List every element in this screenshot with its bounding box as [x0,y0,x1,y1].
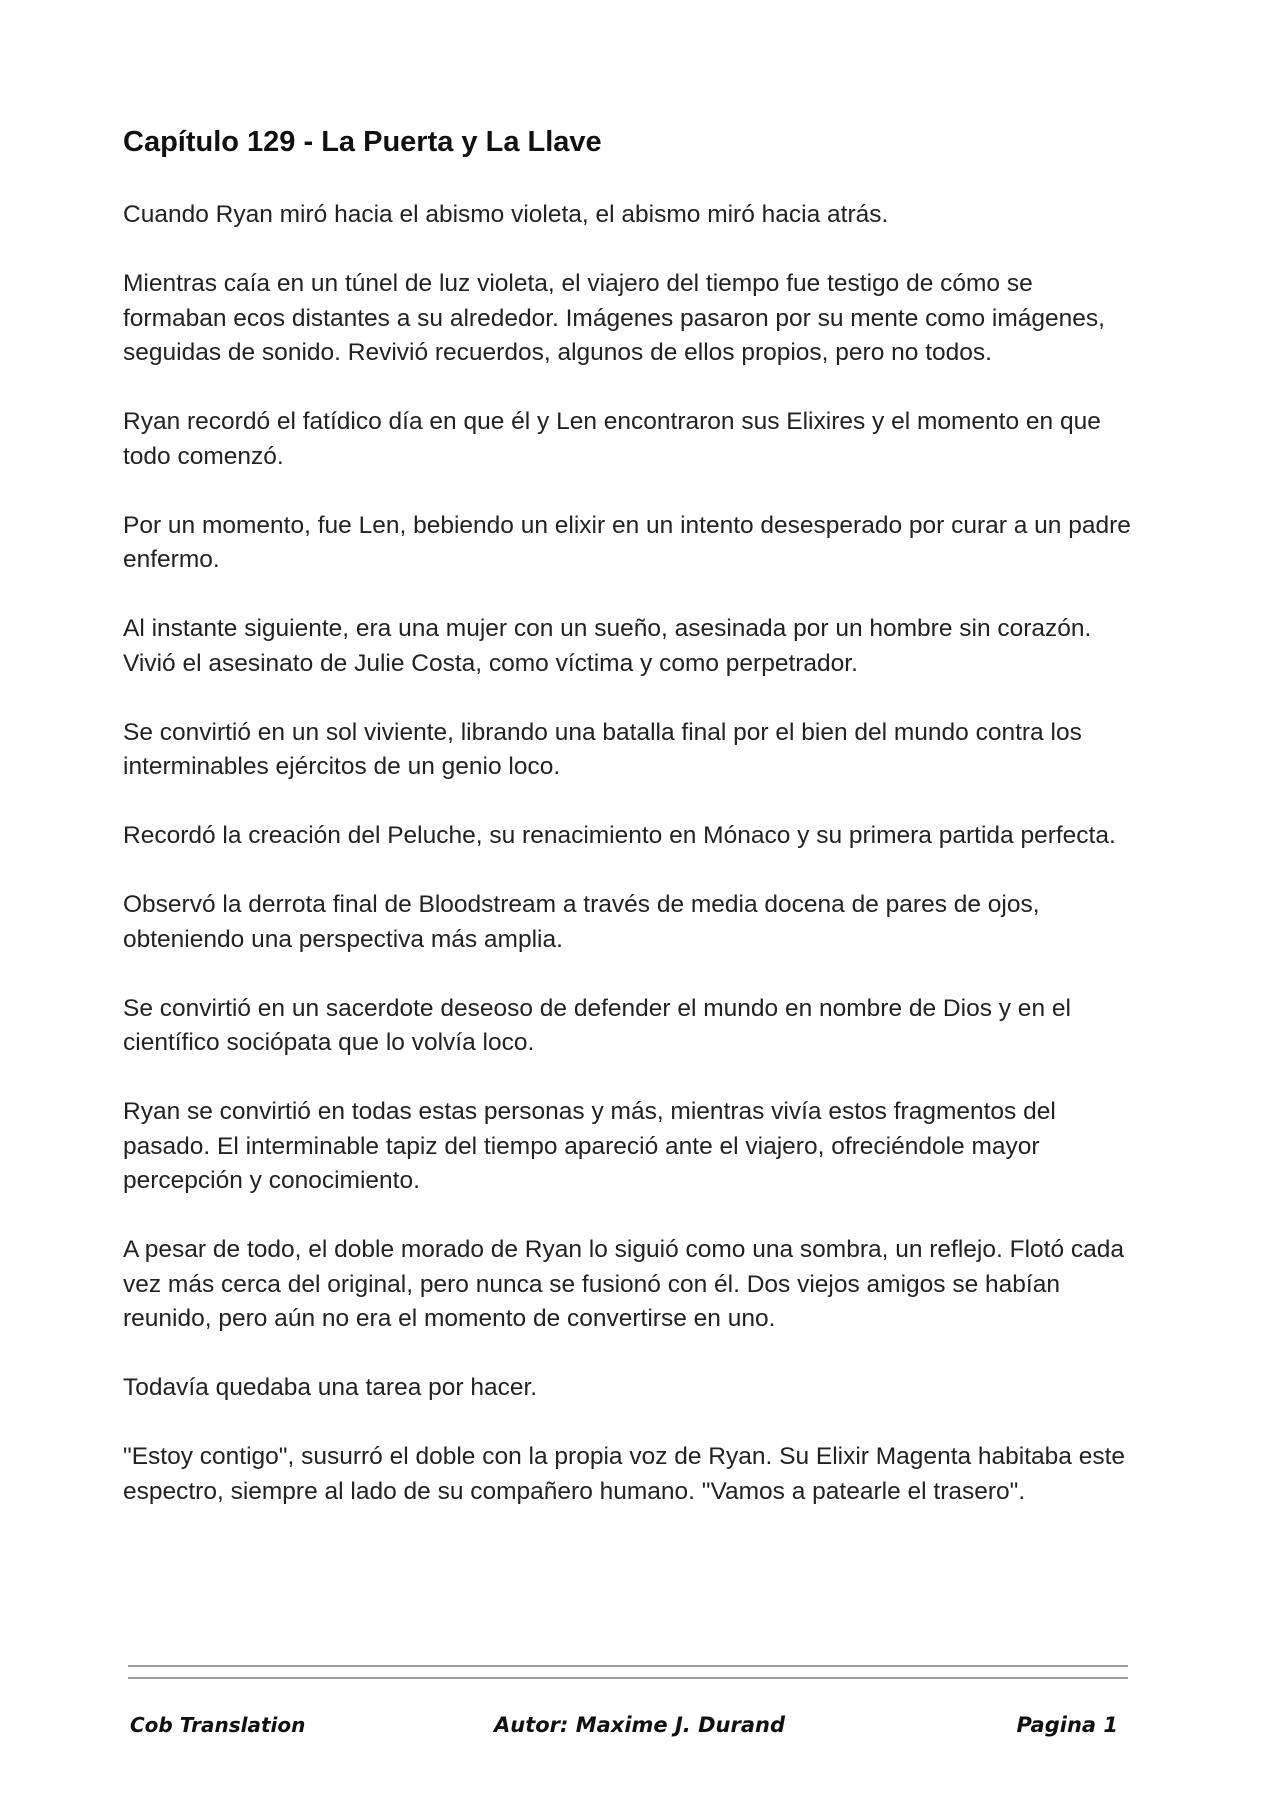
paragraph: "Estoy contigo", susurró el doble con la propia voz de Ryan. Su Elixir Magenta habitaba este espectro, siempre al lado de su compañero humano. "Vamos a patearle el trasero". [123,1443,1126,1505]
footer-divider [128,1677,1128,1679]
chapter-title: Capítulo 129 - La Puerta y La Llave [123,126,602,158]
translator-credit: Cob Translation [130,1713,306,1737]
paragraph: Por un momento, fue Len, bebiendo un elixir en un intento desesperado por curar a un padre enfermo. [123,511,1131,573]
paragraph: Mientras caía en un túnel de luz violeta, el viajero del tiempo fue testigo de cómo se formaban ecos distantes a su alrededor. Imágenes pasaron por su mente como imágenes, seguidas de sonido. Revivió recuerdos, algunos de ellos propios, pero no todos. [123,270,1105,366]
page-number: Pagina 1 [1016,1713,1118,1737]
paragraph: Ryan se convirtió en todas estas personas y más, mientras vivía estos fragmentos del pasado. El interminable tapiz del tiempo apareció ante el viajero, ofreciéndole mayor percepción y conocimiento. [123,1098,1056,1194]
paragraph: Se convirtió en un sol viviente, librando una batalla final por el bien del mundo contra los interminables ejércitos de un genio loco. [123,718,1082,780]
paragraph: Recordó la creación del Peluche, su renacimiento en Mónaco y su primera partida perfecta. [123,822,1116,849]
paragraph: Al instante siguiente, era una mujer con un sueño, asesinada por un hombre sin corazón. Vivió el asesinato de Julie Costa, como víctima y como perpetrador. [123,615,1092,677]
footer-divider [128,1665,1128,1667]
chapter-content [123,120,1143,1544]
page-footer [128,1665,1128,1753]
paragraph: A pesar de todo, el doble morado de Ryan lo siguió como una sombra, un reflejo. Flotó cada vez más cerca del original, pero nunca se fusionó con él. Dos viejos amigos se habían reunido, pero aún no era el momento de convertirse en uno. [123,1236,1125,1332]
paragraph: Todavía quedaba una tarea por hacer. [123,1374,538,1401]
paragraph: Observó la derrota final de Bloodstream a través de media docena de pares de ojos, obteniendo una perspectiva más amplia. [123,891,1040,953]
paragraph: Se convirtió en un sacerdote deseoso de defender el mundo en nombre de Dios y en el científico sociópata que lo volvía loco. [123,994,1071,1056]
footer-row [128,1713,1128,1753]
paragraph: Cuando Ryan miró hacia el abismo violeta, el abismo miró hacia atrás. [123,201,889,228]
author-credit: Autor: Maxime J. Durand [494,1713,785,1737]
paragraph: Ryan recordó el fatídico día en que él y Len encontraron sus Elixires y el momento en que todo comenzó. [123,408,1101,470]
